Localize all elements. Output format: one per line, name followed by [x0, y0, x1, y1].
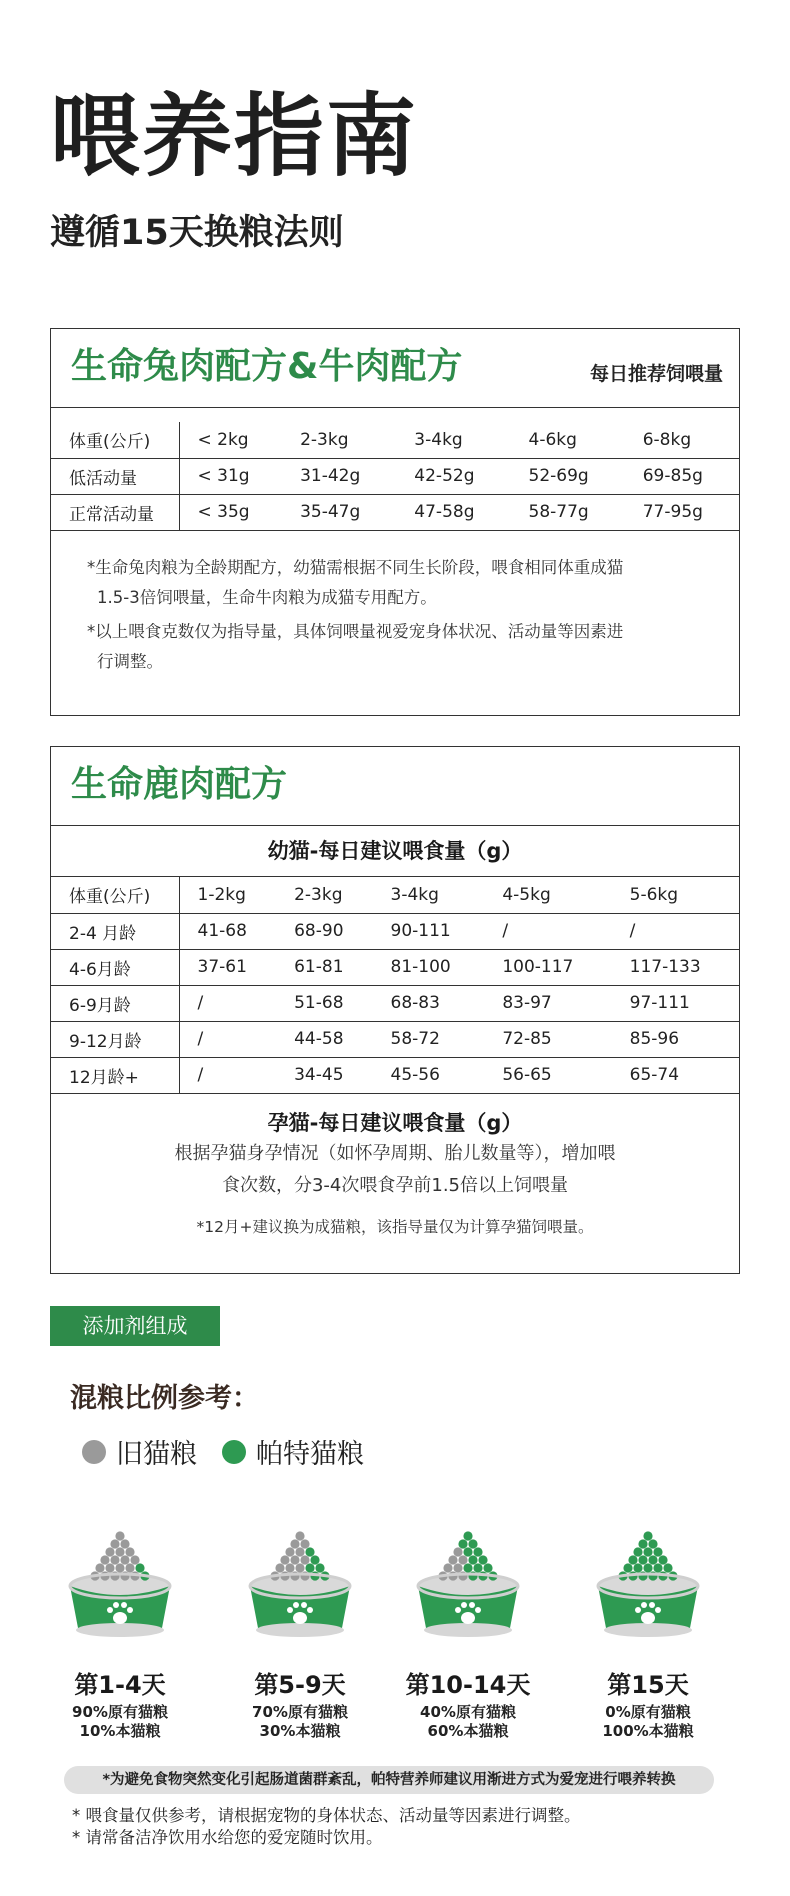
table-cell: < 2kg — [179, 422, 282, 458]
transition-warning: *为避免食物突然变化引起肠道菌群紊乱，帕特营养师建议用渐进方式为爱宠进行喂养转换 — [64, 1766, 714, 1794]
table-cell: 1-2kg — [179, 877, 276, 913]
table-cell: 68-83 — [373, 985, 485, 1021]
table-row — [51, 494, 739, 530]
page-title: 喂养指南 — [50, 84, 418, 189]
table-cell: 85-96 — [612, 1021, 739, 1057]
table-cell: 68-90 — [276, 913, 372, 949]
legend-old-label: 旧猫粮 — [116, 1439, 197, 1470]
stage-ratio — [568, 1703, 728, 1741]
table-cell: 42-52g — [396, 458, 510, 494]
mix-ratio-title: 混粮比例参考： — [70, 1383, 259, 1414]
legend-new — [222, 1432, 364, 1471]
table-cell: 3-4kg — [396, 422, 510, 458]
legend-new-label: 帕特猫粮 — [256, 1439, 364, 1470]
new-food-dot — [222, 1440, 246, 1464]
stage-label: 第15天 — [607, 1671, 689, 1699]
table-cell: 4-5kg — [484, 877, 611, 913]
food-bowl-icon — [245, 1524, 355, 1644]
table-cell: 100-117 — [484, 949, 611, 985]
rabbit-box-title: 生命兔肉配方&牛肉配方 — [71, 346, 463, 387]
note-line: *以上喂食克数仅为指导量，具体饲喂量视爱宠身体状况、活动量等因素进 — [87, 621, 624, 641]
food-bowl-icon — [593, 1524, 703, 1644]
table-cell: 61-81 — [276, 949, 372, 985]
table-cell: / — [484, 913, 611, 949]
old-food-dot — [82, 1440, 106, 1464]
table-cell: 2-3kg — [282, 422, 396, 458]
row-label: 12月龄+ — [51, 1057, 179, 1093]
table-cell: 45-56 — [373, 1057, 485, 1093]
table-cell: 3-4kg — [373, 877, 485, 913]
note-line: 行调整。 — [97, 651, 163, 671]
table-row — [51, 877, 739, 913]
table-row — [51, 949, 739, 985]
stage-ratio — [40, 1703, 200, 1741]
table-cell: 117-133 — [612, 949, 739, 985]
pregnant-note: *12月+建议换为成猫粮，该指导量仅为计算孕猫饲喂量。 — [196, 1217, 594, 1236]
table-cell: / — [179, 1057, 276, 1093]
table-cell: 83-97 — [484, 985, 611, 1021]
table-cell: 52-69g — [511, 458, 625, 494]
rabbit-box-header — [51, 329, 739, 408]
pregnant-section — [51, 1094, 739, 1242]
table-cell: / — [179, 1021, 276, 1057]
deer-box-header — [51, 747, 739, 826]
table-cell: < 31g — [179, 458, 282, 494]
row-label: 体重(公斤) — [51, 877, 179, 913]
table-cell: 56-65 — [484, 1057, 611, 1093]
row-label: 6-9月龄 — [51, 985, 179, 1021]
stage-ratio-new: 30%本猫粮 — [259, 1722, 341, 1740]
table-cell: 34-45 — [276, 1057, 372, 1093]
stage-ratio-new: 100%本猫粮 — [602, 1722, 694, 1740]
table-cell: 72-85 — [484, 1021, 611, 1057]
table-cell: 41-68 — [179, 913, 276, 949]
table-row — [51, 458, 739, 494]
stage-ratio — [220, 1703, 380, 1741]
row-label: 体重(公斤) — [51, 422, 179, 458]
table-cell: 31-42g — [282, 458, 396, 494]
table-cell: / — [179, 985, 276, 1021]
table-row — [51, 1021, 739, 1057]
stage-ratio — [388, 1703, 548, 1741]
row-label: 低活动量 — [51, 458, 179, 494]
row-label: 2-4 月龄 — [51, 913, 179, 949]
table-cell: 69-85g — [625, 458, 739, 494]
stage-ratio-old: 70%原有猫粮 — [252, 1703, 348, 1721]
note-line: *生命兔肉粮为全龄期配方，幼猫需根据不同生长阶段，喂食相同体重成猫 — [87, 557, 624, 577]
row-label: 9-12月龄 — [51, 1021, 179, 1057]
table-cell: 97-111 — [612, 985, 739, 1021]
stage-label: 第10-14天 — [405, 1671, 531, 1699]
table-cell: < 35g — [179, 494, 282, 530]
rabbit-feeding-table — [51, 422, 739, 531]
table-cell: 65-74 — [612, 1057, 739, 1093]
stage-ratio-new: 60%本猫粮 — [427, 1722, 509, 1740]
table-cell: 4-6kg — [511, 422, 625, 458]
deer-feeding-box — [50, 746, 740, 1274]
food-bowl-icon — [413, 1524, 523, 1644]
table-cell: 44-58 — [276, 1021, 372, 1057]
kitten-table-heading: 幼猫-每日建议喂食量（g） — [51, 826, 739, 877]
stage-label: 第1-4天 — [74, 1671, 166, 1699]
rabbit-note-1 — [51, 531, 739, 613]
stage-ratio-new: 10%本猫粮 — [79, 1722, 161, 1740]
footnote-1: * 喂食量仅供参考，请根据宠物的身体状态、活动量等因素进行调整。 — [72, 1806, 581, 1825]
note-line: 1.5-3倍饲喂量，生命牛肉粮为成猫专用配方。 — [97, 587, 437, 607]
table-row — [51, 1057, 739, 1093]
pregnant-line-2: 食次数，分3-4次喂食孕前1.5倍以上饲喂量 — [221, 1174, 569, 1196]
rabbit-beef-feeding-box — [50, 328, 740, 716]
table-cell: 58-72 — [373, 1021, 485, 1057]
stage-ratio-old: 40%原有猫粮 — [420, 1703, 516, 1721]
table-cell: / — [612, 913, 739, 949]
table-cell: 37-61 — [179, 949, 276, 985]
daily-recommended-label: 每日推荐饲喂量 — [589, 363, 723, 385]
page-subtitle: 遵循15天换粮法则 — [50, 213, 344, 253]
table-cell: 90-111 — [373, 913, 485, 949]
table-cell: 58-77g — [511, 494, 625, 530]
table-cell: 5-6kg — [612, 877, 739, 913]
table-cell: 6-8kg — [625, 422, 739, 458]
footnote-2: * 请常备洁净饮用水给您的爱宠随时饮用。 — [72, 1828, 383, 1847]
stage-ratio-old: 90%原有猫粮 — [72, 1703, 168, 1721]
table-cell: 81-100 — [373, 949, 485, 985]
table-cell: 35-47g — [282, 494, 396, 530]
food-bowl-icon — [65, 1524, 175, 1644]
table-row — [51, 422, 739, 458]
deer-kitten-table — [51, 877, 739, 1094]
legend-old — [82, 1432, 197, 1471]
pregnant-line-1: 根据孕猫身孕情况（如怀孕周期、胎儿数量等），增加喂 — [174, 1142, 616, 1164]
table-row — [51, 985, 739, 1021]
rabbit-note-2 — [51, 613, 739, 677]
table-cell: 77-95g — [625, 494, 739, 530]
stage-label: 第5-9天 — [254, 1671, 346, 1699]
additive-tag: 添加剂组成 — [50, 1306, 220, 1346]
table-cell: 51-68 — [276, 985, 372, 1021]
table-row — [51, 913, 739, 949]
pregnant-heading: 孕猫-每日建议喂食量（g） — [267, 1110, 523, 1135]
deer-box-title: 生命鹿肉配方 — [71, 764, 288, 805]
table-cell: 2-3kg — [276, 877, 372, 913]
stage-ratio-old: 0%原有猫粮 — [605, 1703, 691, 1721]
row-label: 正常活动量 — [51, 494, 179, 530]
table-cell: 47-58g — [396, 494, 510, 530]
row-label: 4-6月龄 — [51, 949, 179, 985]
